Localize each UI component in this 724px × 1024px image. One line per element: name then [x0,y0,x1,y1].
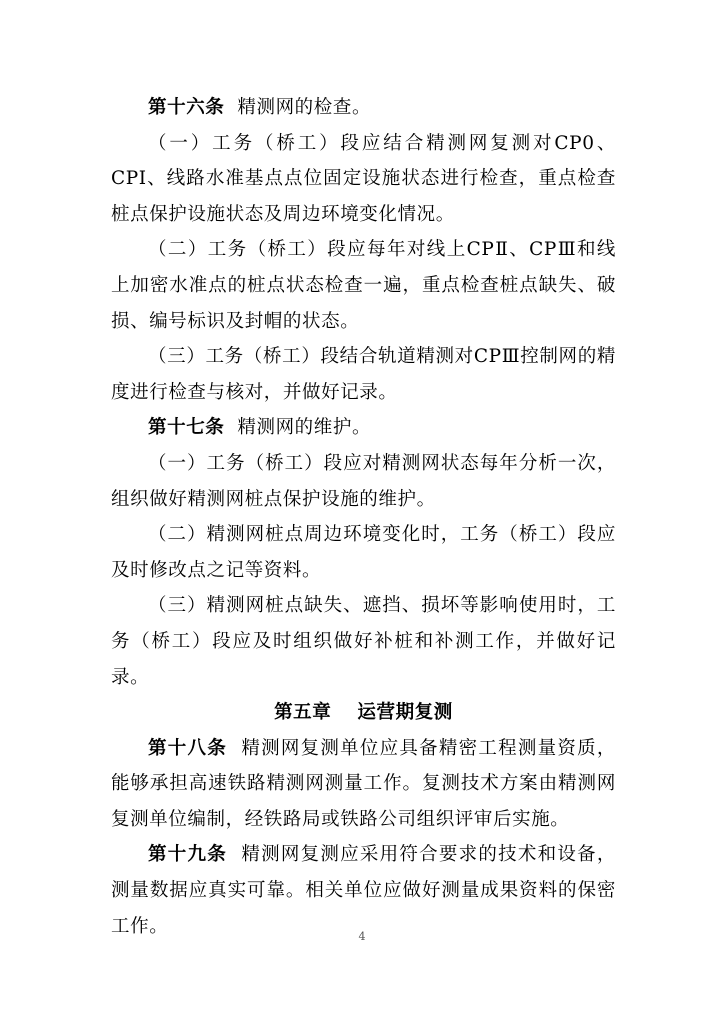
article-17-title [111,410,616,446]
article-16-heading: 第十六条 [148,97,225,118]
chapter-5-title: 运营期复测 [357,702,453,724]
article-16-item-3: （三）工务（桥工）段结合轨道精测对CPⅢ控制网的精度进行检查与核对，并做好记录。 [111,346,616,403]
article-16-item-1: （一）工务（桥工）段应结合精测网复测对CP0、CPI、线路水准基点点位固定设施状态进行检查，重点检查桩点保护设施状态及周边环境变化情况。 [111,132,616,225]
article-19-heading: 第十九条 [148,844,228,866]
article-17-heading: 第十七条 [148,417,225,439]
article-18-heading: 第十八条 [148,737,228,759]
page-number: 4 [358,930,366,943]
article-17-title-text: 精测网的维护。 [237,417,372,439]
article-17-item-1: （一）工务（桥工）段应对精测网状态每年分析一次，组织做好精测网桩点保护设施的维护。 [111,452,616,510]
article-17-item-3: （三）精测网桩点缺失、遮挡、损坏等影响使用时，工务（桥工）段应及时组织做好补桩和补测工作，并做好记录。 [111,595,616,688]
chapter-5-number: 第五章 [274,702,332,724]
article-19-text: 精测网复测应采用符合要求的技术和设备，测量数据应真实可靠。相关单位应做好测量成果资料的保密工作。 [111,844,617,937]
article-18-text: 精测网复测单位应具备精密工程测量资质，能够承担高速铁路精测网测量工作。复测技术方案由精测网复测单位编制，经铁路局或铁路公司组织评审后实施。 [111,737,617,830]
article-19 [111,837,616,944]
article-16-item-2: （二）工务（桥工）段应每年对线上CPⅡ、CPⅢ和线上加密水准点的桩点状态检查一遍，重点检查桩点缺失、破损、编号标识及封帽的状态。 [111,239,616,332]
article-18 [111,731,616,838]
chapter-5-heading [111,695,616,731]
article-16-title-text: 精测网的检查。 [237,97,372,118]
article-17-item-2: （二）精测网桩点周边环境变化时，工务（桥工）段应及时修改点之记等资料。 [111,524,616,581]
document-body [111,90,616,944]
article-16-title [111,90,616,126]
